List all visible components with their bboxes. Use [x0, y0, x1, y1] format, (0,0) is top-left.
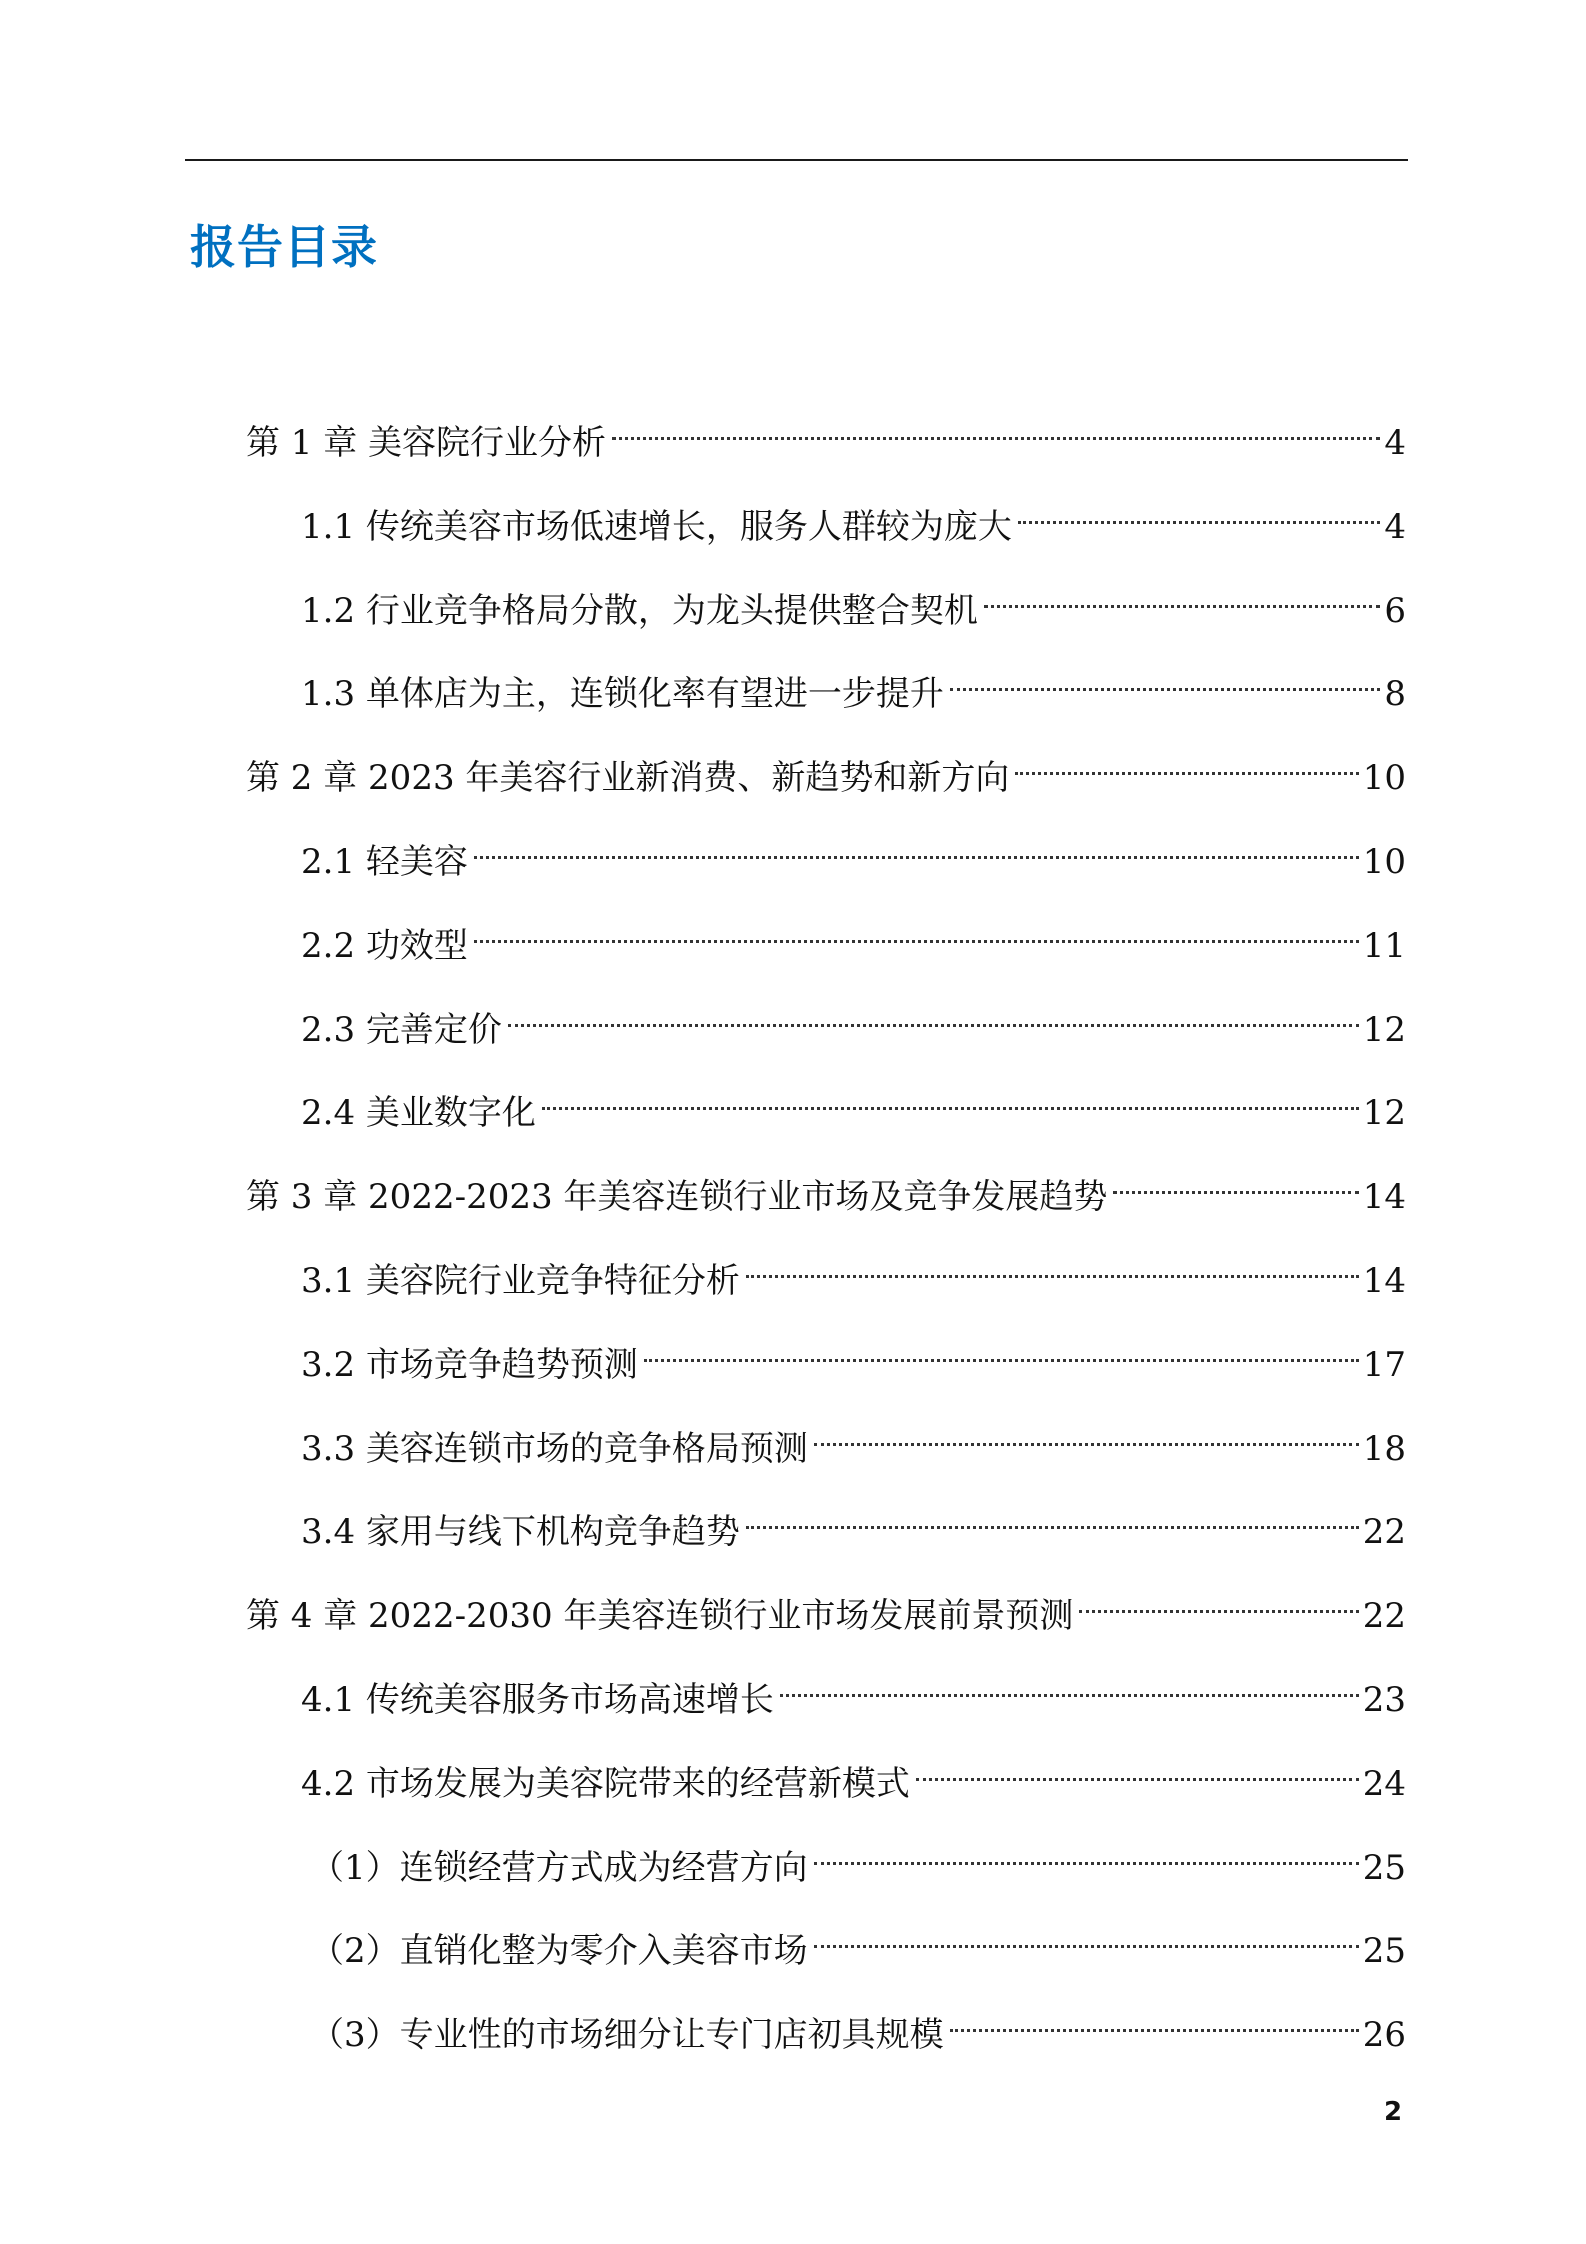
toc-leader-dots [508, 985, 1359, 1041]
toc-entry-title: 第 3 章 2022-2023 年美容连锁行业市场及竞争发展趋势 [246, 1177, 1108, 1218]
toc-entry-page: 24 [1362, 1763, 1406, 1804]
toc-entry-title: 4.1 传统美容服务市场高速增长 [301, 1680, 774, 1720]
toc-chapter-entry[interactable] [246, 733, 1406, 799]
toc-section-entry[interactable] [301, 1655, 1406, 1720]
toc-entry-title: 3.4 家用与线下机构竞争趋势 [301, 1512, 740, 1553]
toc-section-entry[interactable] [301, 1487, 1406, 1553]
toc-entry-title: 3.1 美容院行业竞争特征分析 [301, 1261, 740, 1301]
toc-entry-page: 14 [1362, 1177, 1406, 1218]
page-number: 2 [1384, 2097, 1403, 2127]
toc-section-entry[interactable] [301, 1739, 1406, 1804]
toc-leader-dots [916, 1739, 1359, 1795]
toc-subsection-entry[interactable] [310, 1990, 1406, 2056]
toc-leader-dots [474, 901, 1359, 957]
toc-entry-title: 2.2 功效型 [301, 925, 468, 966]
toc-entry-title: 2.3 完善定价 [301, 1009, 502, 1050]
toc-entry-title: 第 1 章 美容院行业分析 [246, 423, 607, 463]
toc-entry-page: 6 [1384, 590, 1406, 631]
toc-section-entry[interactable] [301, 985, 1406, 1050]
toc-leader-dots [780, 1655, 1359, 1711]
toc-subsection-entry[interactable] [310, 1823, 1406, 1888]
toc-section-entry[interactable] [301, 1236, 1406, 1301]
toc-entry-page: 18 [1362, 1428, 1406, 1469]
toc-chapter-entry[interactable] [246, 1571, 1406, 1637]
toc-leader-dots [746, 1487, 1359, 1543]
toc-section-entry[interactable] [301, 649, 1406, 715]
toc-leader-dots [542, 1068, 1359, 1124]
toc-leader-dots [814, 1906, 1359, 1962]
toc-entry-title: （2）直销化整为零介入美容市场 [310, 1931, 808, 1972]
toc-entry-title: 1.1 传统美容市场低速增长，服务人群较为庞大 [301, 506, 1012, 547]
toc-chapter-entry[interactable] [246, 398, 1406, 463]
toc-entry-title: 第 2 章 2023 年美容行业新消费、新趋势和新方向 [246, 758, 1010, 799]
toc-entry-title: （3）专业性的市场细分让专门店初具规模 [310, 2015, 944, 2056]
toc-entry-page: 22 [1362, 1512, 1406, 1553]
toc-section-entry[interactable] [301, 1068, 1406, 1134]
toc-entry-title: 1.2 行业竞争格局分散，为龙头提供整合契机 [301, 590, 978, 631]
toc-entry-title: 4.2 市场发展为美容院带来的经营新模式 [301, 1763, 910, 1804]
toc-section-entry[interactable] [301, 1404, 1406, 1469]
toc-entry-page: 25 [1362, 1847, 1406, 1888]
toc-entry-page: 22 [1362, 1596, 1406, 1637]
toc-leader-dots [746, 1236, 1359, 1292]
page-title: 报告目录 [190, 220, 378, 274]
toc-entry-title: 2.4 美业数字化 [301, 1093, 536, 1134]
toc-leader-dots [1015, 733, 1358, 789]
toc-section-entry[interactable] [301, 817, 1406, 882]
toc-entry-page: 12 [1362, 1009, 1406, 1050]
toc-entry-page: 4 [1384, 423, 1406, 463]
toc-leader-dots [950, 649, 1380, 705]
toc-entry-title: （1）连锁经营方式成为经营方向 [310, 1847, 808, 1888]
toc-entry-page: 26 [1362, 2015, 1406, 2056]
toc-chapter-entry[interactable] [246, 1152, 1406, 1218]
toc-section-entry[interactable] [301, 901, 1406, 966]
toc-entry-page: 10 [1362, 758, 1406, 799]
toc-leader-dots [474, 817, 1359, 873]
toc-entry-page: 14 [1362, 1261, 1406, 1301]
toc-entry-title: 2.1 轻美容 [301, 842, 468, 882]
toc-section-entry[interactable] [301, 1320, 1406, 1385]
toc-entry-title: 第 4 章 2022-2030 年美容连锁行业市场发展前景预测 [246, 1596, 1074, 1637]
toc-entry-page: 4 [1384, 506, 1406, 547]
header-rule [185, 159, 1408, 161]
toc-leader-dots [1113, 1152, 1358, 1208]
toc-entry-page: 10 [1362, 842, 1406, 882]
toc-leader-dots [612, 398, 1380, 454]
toc-entry-page: 23 [1362, 1680, 1406, 1720]
toc-entry-page: 25 [1362, 1931, 1406, 1972]
toc-leader-dots [1018, 482, 1380, 538]
toc-leader-dots [1079, 1571, 1358, 1627]
toc-leader-dots [814, 1823, 1359, 1879]
toc-leader-dots [950, 1990, 1359, 2046]
toc-entry-page: 12 [1362, 1093, 1406, 1134]
toc-section-entry[interactable] [301, 482, 1406, 547]
toc-entry-title: 3.2 市场竞争趋势预测 [301, 1344, 638, 1385]
toc-entry-page: 11 [1362, 925, 1406, 966]
toc-section-entry[interactable] [301, 566, 1406, 631]
toc-subsection-entry[interactable] [310, 1906, 1406, 1972]
toc-leader-dots [814, 1404, 1359, 1460]
toc-entry-title: 1.3 单体店为主，连锁化率有望进一步提升 [301, 674, 944, 715]
toc-entry-title: 3.3 美容连锁市场的竞争格局预测 [301, 1428, 808, 1469]
toc-leader-dots [644, 1320, 1359, 1376]
toc-leader-dots [984, 566, 1380, 622]
toc-entry-page: 8 [1384, 674, 1406, 715]
toc-entry-page: 17 [1362, 1344, 1406, 1385]
